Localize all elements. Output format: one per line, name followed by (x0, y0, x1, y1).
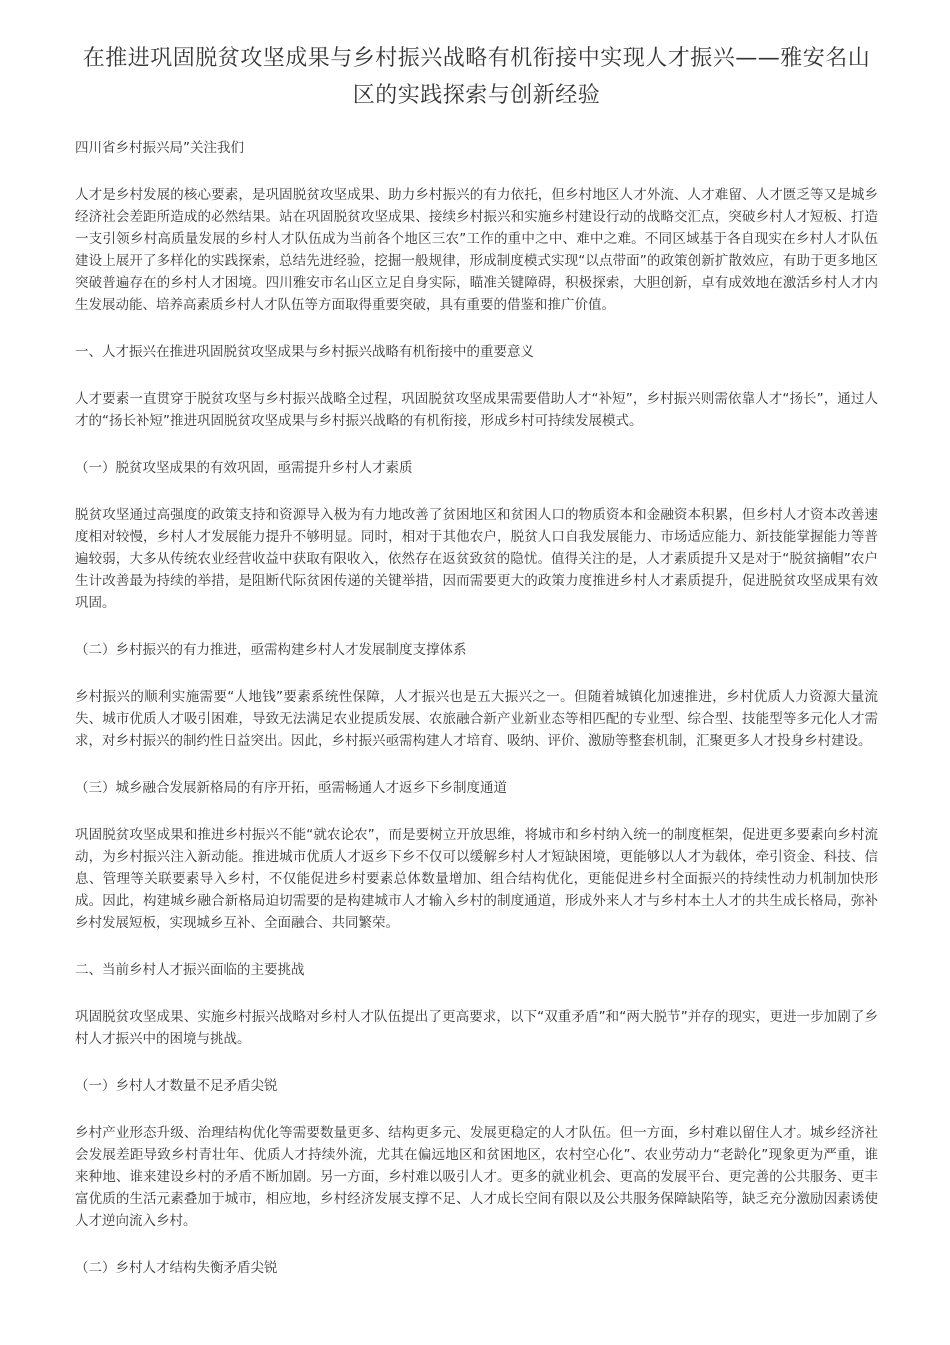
subsection-1-1-paragraph: 脱贫攻坚通过高强度的政策支持和资源导入极为有力地改善了贫困地区和贫困人口的物质资本和金融资本积累，但乡村人才资本改善速度相对较慢，乡村人才发展能力提升不够明显。同时，相对于其他农户，脱贫人口自我发展能力、市场适应能力、新技能掌握能力等普遍较弱，大多从传统农业经营收益中获取有限收入，依然存在返贫致贫的隐忧。值得关注的是，人才素质提升又是对于“脱贫摘帽”农户生计改善最为持续的举措，是阻断代际贫困传递的关键举措，因而需要更大的政策力度推进乡村人才素质提升，促进脱贫攻坚成果有效巩固。 (75, 507, 878, 611)
section-1-paragraph: 人才要素一直贯穿于脱贫攻坚与乡村振兴战略全过程，巩固脱贫攻坚成果需要借助人才“补短”，乡村振兴则需依靠人才“扬长”，通过人才的“扬长补短”推进巩固脱贫攻坚成果与乡村振兴战略的有机衔接，形成乡村可持续发展模式。 (75, 391, 878, 429)
section-heading-1: 一、人才振兴在推进巩固脱贫攻坚成果与乡村振兴战略有机衔接中的重要意义 (75, 344, 534, 360)
subsection-2-1-paragraph: 乡村产业形态升级、治理结构优化等需要数量更多、结构更多元、发展更稳定的人才队伍。但一方面，乡村难以留住人才。城乡经济社会发展差距导致乡村青壮年、优质人才持续外流，尤其在偏远地区和贫困地区，农村空心化”、农业劳动力“老龄化”现象更为严重，谁来种地、谁来建设乡村的矛盾不断加剧。另一方面，乡村难以吸引人才。更多的就业机会、更高的发展平台、更完善的公共服务、更丰富优质的生活元素叠加于城市，相应地，乡村经济发展支撑不足、人才成长空间有限以及公共服务保障缺陷等，缺乏充分激励因素诱使人才逆向流入乡村。 (75, 1125, 878, 1229)
subsection-heading-2-2: （二）乡村人才结构失衡矛盾尖锐 (75, 1260, 278, 1276)
section-2-paragraph: 巩固脱贫攻坚成果、实施乡村振兴战略对乡村人才队伍提出了更高要求，以下“双重矛盾”和“两大脱节”并存的现实，更进一步加剧了乡村人才振兴中的困境与挑战。 (75, 1009, 878, 1047)
subsection-1-2-paragraph: 乡村振兴的顺利实施需要“人地钱”要素系统性保障，人才振兴也是五大振兴之一。但随着城镇化加速推进，乡村优质人力资源大量流失、城市优质人才吸引困难，导致无法满足农业提质发展、农旅融合新产业新业态等相匹配的专业型、综合型、技能型等多元化人才需求，对乡村振兴的制约性日益突出。因此，乡村振兴亟需构建人才培育、吸纳、评价、激励等整套机制，汇聚更多人才投身乡村建设。 (75, 689, 878, 749)
intro-paragraph: 人才是乡村发展的核心要素，是巩固脱贫攻坚成果、助力乡村振兴的有力依托，但乡村地区人才外流、人才难留、人才匮乏等又是城乡经济社会差距所造成的必然结果。站在巩固脱贫攻坚成果、接续乡村振兴和实施乡村建设行动的战略交汇点，突破乡村人才短板、打造一支引领乡村高质量发展的乡村人才队伍成为当前各个地区三农”工作的重中之中、难中之难。不同区域基于各自现实在乡村人才队伍建设上展开了多样化的实践探索，总结先进经验，挖掘一般规律，形成制度模式实现“以点带面”的政策创新扩散效应，有助于更多地区突破普遍存在的乡村人才困境。四川雅安市名山区立足自身实际，瞄准关键障碍，积极探索，大胆创新，卓有成效地在激活乡村人才内生发展动能、培养高素质乡村人才队伍等方面取得重要突破，具有重要的借鉴和推广价值。 (75, 187, 878, 313)
article-source: 四川省乡村振兴局”关注我们 (75, 140, 244, 156)
subsection-heading-1-3: （三）城乡融合发展新格局的有序开拓，亟需畅通人才返乡下乡制度通道 (75, 780, 507, 796)
subsection-heading-1-1: （一）脱贫攻坚成果的有效巩固，亟需提升乡村人才素质 (75, 460, 413, 476)
section-heading-2: 二、当前乡村人才振兴面临的主要挑战 (75, 962, 305, 978)
subsection-heading-1-2: （二）乡村振兴的有力推进，亟需构建乡村人才发展制度支撑体系 (75, 642, 467, 658)
article-title: 在推进巩固脱贫攻坚成果与乡村振兴战略有机衔接中实现人才振兴——雅安名山区的实践探索与创新经验 (82, 46, 871, 108)
subsection-1-3-paragraph: 巩固脱贫攻坚成果和推进乡村振兴不能“就农论农”，而是要树立开放思维，将城市和乡村纳入统一的制度框架，促进更多要素向乡村流动，为乡村振兴注入新动能。推进城市优质人才返乡下乡不仅可以缓解乡村人才短缺困境，更能够以人才为载体，牵引资金、科技、信息、管理等关联要素导入乡村，不仅能促进乡村要素总体数量增加、组合结构优化，更能促进乡村全面振兴的持续性动力机制加快形成。因此，构建城乡融合新格局迫切需要的是构建城市人才输入乡村的制度通道，形成外来人才与乡村本土人才的共生成长格局，弥补乡村发展短板，实现城乡互补、全面融合、共同繁荣。 (75, 827, 878, 931)
subsection-heading-2-1: （一）乡村人才数量不足矛盾尖锐 (75, 1078, 278, 1094)
